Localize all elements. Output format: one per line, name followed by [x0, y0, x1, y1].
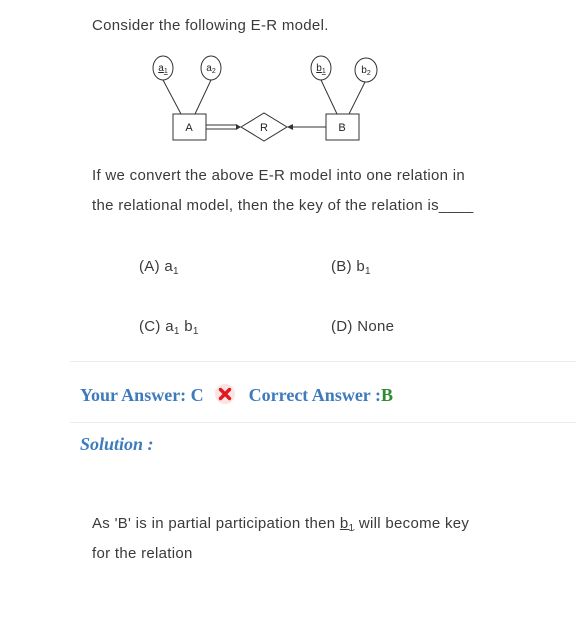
correct-answer-label: Correct Answer : — [248, 385, 381, 405]
attr-a1-link — [163, 80, 181, 114]
option-c: (C) $a_1$ $b_1$ — [139, 318, 199, 337]
b-r-arrowhead — [287, 124, 293, 130]
attr-a2-label: $a_2$ — [206, 63, 216, 75]
option-d: (D) None — [331, 318, 395, 335]
solution-heading: Solution : — [80, 434, 154, 454]
er-diagram — [140, 50, 400, 150]
attr-a1-label: $a_1$ — [158, 63, 168, 75]
attr-b1-label: $b_1$ — [316, 63, 326, 75]
your-answer-value: C — [190, 385, 204, 405]
entity-a-label: A — [185, 122, 193, 134]
solution-key: $b_1$ — [339, 515, 355, 534]
question-body-line-2: the relational model, then the key of the relation is____ — [92, 197, 474, 214]
solution-line-2: for the relation — [92, 545, 193, 562]
attr-a2-link — [195, 80, 211, 114]
correct-answer-value: B — [380, 385, 393, 405]
attr-b2-link — [349, 80, 366, 114]
question-body-line-1: If we convert the above E-R model into one relation in — [92, 167, 466, 184]
your-answer-label: Your Answer: — [80, 385, 191, 405]
option-b: (B) $b_1$ — [331, 258, 371, 277]
question-intro: Consider the following E-R model. — [92, 17, 329, 34]
attr-b1-link — [321, 80, 337, 114]
wrong-cross-icon — [214, 383, 236, 405]
entity-b-label: B — [338, 122, 346, 134]
attr-b2-label: $b_2$ — [361, 65, 371, 77]
option-a: (A) $a_1$ — [139, 258, 179, 277]
answer-bar — [70, 361, 576, 423]
relationship-label: R — [260, 122, 268, 134]
solution-line-1: As 'B' is in partial participation then $b_1$ will become key — [92, 515, 470, 534]
